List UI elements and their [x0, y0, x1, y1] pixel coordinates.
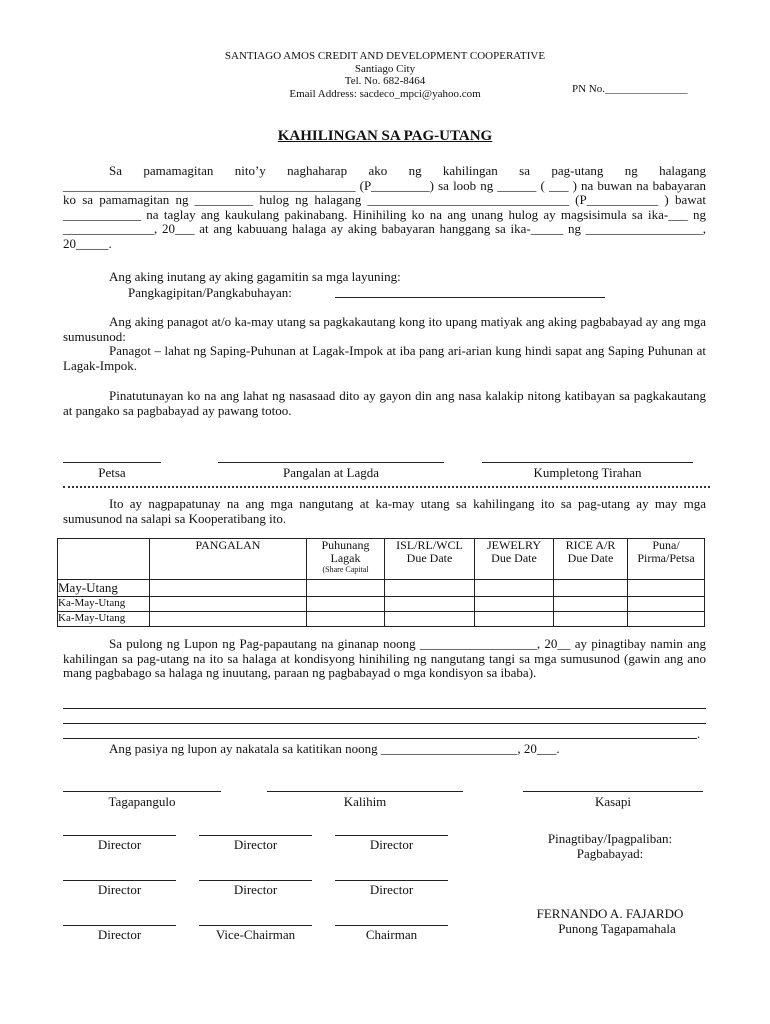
- director-signature-line[interactable]: [199, 835, 312, 836]
- header-jewelry-line1: JEWELRY: [487, 538, 541, 552]
- director-signature-line[interactable]: [335, 880, 448, 881]
- purpose-intro: Ang aking inutang ay aking gagamitin sa mga layuning:: [109, 269, 401, 284]
- member-signature-line[interactable]: [523, 791, 703, 792]
- header-capital-line2: Lagak: [330, 551, 361, 565]
- chair-label: Tagapangulo: [108, 794, 176, 809]
- name-signature-line[interactable]: [218, 462, 444, 463]
- cut-separator: [63, 486, 710, 488]
- header-isl: [385, 539, 475, 580]
- header-blank: [58, 539, 150, 580]
- secretary-signature-line[interactable]: [267, 791, 463, 792]
- address-label: Kumpletong Tirahan: [533, 465, 642, 480]
- table-cell[interactable]: [554, 580, 628, 597]
- table-cell[interactable]: [385, 612, 475, 627]
- chair-signature-line[interactable]: [63, 791, 221, 792]
- verification-paragraph: Ito ay nagpapatunay na ang mga nangutang at ka-may utang sa kahilingang ito sa pag-utang ay may mga sumusunod na salapi sa Kooperatibang ito.: [63, 496, 706, 526]
- collateral-paragraph: Panagot – lahat ng Saping-Puhunan at Lagak-Impok at iba pang ari-arian kung hindi sapat ang Saping Puhunan at Lagak-Impok.: [63, 343, 706, 373]
- table-cell[interactable]: [385, 580, 475, 597]
- table-cell[interactable]: [554, 597, 628, 612]
- conditions-line-3[interactable]: [63, 738, 697, 739]
- manager-name: FERNANDO A. FAJARDO: [536, 906, 684, 921]
- purpose-label: Pangkagipitan/Pangkabuhayan:: [128, 285, 292, 300]
- table-cell[interactable]: [628, 597, 705, 612]
- table-cell[interactable]: [150, 612, 307, 627]
- approval-label: Pinagtibay/Ipagpaliban:: [547, 831, 673, 846]
- table-row: [58, 612, 705, 627]
- vice-chairman-signature-line[interactable]: [199, 925, 312, 926]
- director-signature-line[interactable]: [63, 835, 176, 836]
- director-signature-line[interactable]: [63, 880, 176, 881]
- row-label: May-Utang: [58, 580, 150, 597]
- director-label: Director: [97, 927, 142, 942]
- director-label: Director: [97, 837, 142, 852]
- table-cell[interactable]: [307, 580, 385, 597]
- header-remarks-line2: Pirma/Petsa: [637, 551, 695, 565]
- conditions-period: .: [697, 726, 701, 741]
- manager-title: Punong Tagapamahala: [558, 921, 676, 936]
- table-cell[interactable]: [307, 612, 385, 627]
- table-cell[interactable]: [475, 597, 554, 612]
- table-cell[interactable]: [628, 580, 705, 597]
- director-label: Director: [97, 882, 142, 897]
- decision-text: Ang pasiya ng lupon ay nakatala sa katitikan noong _____________________, 20___.: [109, 741, 560, 756]
- row-label: Ka-May-Utang: [58, 612, 150, 627]
- director-label: Director: [233, 882, 278, 897]
- payment-label: Pagbabayad:: [576, 846, 644, 861]
- address-line[interactable]: [482, 462, 693, 463]
- secretary-label: Kalihim: [343, 794, 387, 809]
- table-cell[interactable]: [475, 580, 554, 597]
- purpose-line[interactable]: [335, 297, 605, 298]
- director-signature-line[interactable]: [199, 880, 312, 881]
- header-isl-line1: ISL/RL/WCL: [396, 538, 463, 552]
- guarantor-paragraph: Ang aking panagot at/o ka-may utang sa pagkakautang kong ito upang matiyak ang aking pagbabayad ay ang mga sumusunod:: [63, 314, 706, 344]
- director-signature-line[interactable]: [335, 835, 448, 836]
- chairman-label: Chairman: [365, 927, 418, 942]
- page-title: KAHILINGAN SA PAG-UTANG: [277, 128, 493, 144]
- table-header-row: [58, 539, 705, 580]
- header-remarks: [628, 539, 705, 580]
- header-capital: [307, 539, 385, 580]
- date-line[interactable]: [63, 462, 161, 463]
- header-name-label: PANGALAN: [195, 538, 261, 552]
- row-label: Ka-May-Utang: [58, 597, 150, 612]
- org-city: Santiago City: [354, 63, 416, 75]
- loan-request-paragraph: Sa pamamagitan nito’y naghaharap ako ng kahilingan sa pag-utang ng halagang _____________________________________________ (P_________) sa loob ng ______ ( ___ ) na buwan na babayaran ko sa pamamagitan ng _________ hulog ng halagang _______________________________ (P___________ ) bawat ____________ na taglay ang kaukulang pakinabang. Hinihiling ko na ang unang hulog ay magsisimula sa ika-___ ng ______________, 20___ at ang kabuuang halaga ay aking babayaran hanggang sa ika-_____ ng __________________, 20_____.: [63, 163, 706, 251]
- table-cell[interactable]: [554, 612, 628, 627]
- header-name: [150, 539, 307, 580]
- table-cell[interactable]: [475, 612, 554, 627]
- savings-table: [57, 538, 705, 627]
- table-row: [58, 580, 705, 597]
- header-jewelry: [475, 539, 554, 580]
- header-jewelry-line2: Due Date: [491, 551, 537, 565]
- header-capital-note: (Share Capital: [322, 565, 369, 574]
- director-signature-line[interactable]: [63, 925, 176, 926]
- header-capital-line1: Puhunang: [321, 538, 370, 552]
- table-cell[interactable]: [307, 597, 385, 612]
- pn-number: PN No._______________: [572, 83, 688, 95]
- conditions-line-2[interactable]: [63, 723, 706, 724]
- chairman-signature-line[interactable]: [335, 925, 448, 926]
- director-label: Director: [233, 837, 278, 852]
- header-remarks-line1: Puna/: [652, 538, 680, 552]
- header-rice-line2: Due Date: [567, 551, 614, 565]
- table-cell[interactable]: [385, 597, 475, 612]
- table-cell[interactable]: [150, 597, 307, 612]
- certification-paragraph: Pinatutunayan ko na ang lahat ng nasasaad dito ay gayon din ang nasa kalakip nitong katibayan sa pagkakautang at pangako sa pagbabayad ay pawang totoo.: [63, 388, 706, 418]
- org-tel: Tel. No. 682-8464: [344, 75, 426, 87]
- member-label: Kasapi: [594, 794, 632, 809]
- director-label: Director: [369, 837, 414, 852]
- director-label: Director: [369, 882, 414, 897]
- date-label: Petsa: [98, 465, 126, 480]
- committee-paragraph: Sa pulong ng Lupon ng Pag-papautang na ginanap noong __________________, 20__ ay pinagtibay namin ang kahilingan sa pag-utang na ito sa halaga at kondisyong hinihiling ng nangutang tangi sa mga sumusunod (gawin ang ano mang pagbabago sa halaga ng inuutang, paraan ng pagbabayad o mga kondisyon sa ibaba).: [63, 636, 706, 681]
- org-name: SANTIAGO AMOS CREDIT AND DEVELOPMENT COOPERATIVE: [224, 50, 546, 62]
- table-row: [58, 597, 705, 612]
- vice-chairman-label: Vice-Chairman: [215, 927, 296, 942]
- org-email: Email Address: sacdeco_mpci@yahoo.com: [289, 88, 481, 100]
- name-signature-label: Pangalan at Lagda: [282, 465, 379, 480]
- header-rice: [554, 539, 628, 580]
- table-cell[interactable]: [150, 580, 307, 597]
- header-rice-line1: RICE A/R: [565, 538, 616, 552]
- header-isl-line2: Due Date: [406, 551, 453, 565]
- conditions-line-1[interactable]: [63, 708, 706, 709]
- table-cell[interactable]: [628, 612, 705, 627]
